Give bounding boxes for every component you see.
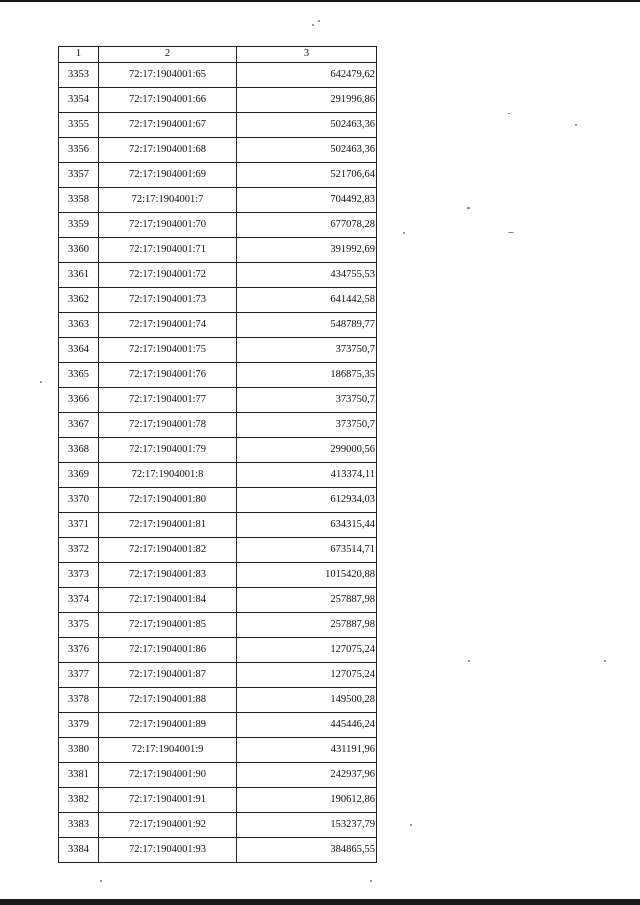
row-number: 3359: [59, 213, 99, 238]
row-number: 3384: [59, 838, 99, 863]
cadastral-value: 127075,24: [237, 638, 377, 663]
row-number: 3361: [59, 263, 99, 288]
scan-speck: [467, 207, 470, 209]
cadastral-number: 72:17:1904001:92: [99, 813, 237, 838]
table-row: [59, 638, 377, 663]
cadastral-number: 72:17:1904001:87: [99, 663, 237, 688]
cadastral-number: 72:17:1904001:67: [99, 113, 237, 138]
table-row: [59, 413, 377, 438]
cadastral-value: 186875,35: [237, 363, 377, 388]
cadastral-number: 72:17:1904001:70: [99, 213, 237, 238]
cadastral-value: 384865,55: [237, 838, 377, 863]
cadastral-value: 673514,71: [237, 538, 377, 563]
table-row: [59, 563, 377, 588]
table-row: [59, 263, 377, 288]
table-row: [59, 388, 377, 413]
cadastral-value: 704492,83: [237, 188, 377, 213]
row-number: 3358: [59, 188, 99, 213]
table-row: [59, 313, 377, 338]
row-number: 3377: [59, 663, 99, 688]
cadastral-value: 548789,77: [237, 313, 377, 338]
table-row: [59, 338, 377, 363]
table-row: [59, 813, 377, 838]
cadastral-value: 257887,98: [237, 613, 377, 638]
column-header-3: 3: [237, 47, 377, 63]
table-row: [59, 538, 377, 563]
cadastral-number: 72:17:1904001:81: [99, 513, 237, 538]
scan-speck: [370, 880, 372, 882]
row-number: 3376: [59, 638, 99, 663]
cadastral-value: 612934,03: [237, 488, 377, 513]
table-row: [59, 438, 377, 463]
row-number: 3355: [59, 113, 99, 138]
table-row: [59, 838, 377, 863]
table-row: [59, 688, 377, 713]
row-number: 3382: [59, 788, 99, 813]
scan-speck: [508, 113, 510, 114]
table-row: [59, 488, 377, 513]
cadastral-value: 373750,7: [237, 388, 377, 413]
row-number: 3364: [59, 338, 99, 363]
cadastral-number: 72:17:1904001:86: [99, 638, 237, 663]
cadastral-number: 72:17:1904001:85: [99, 613, 237, 638]
cadastral-value: 642479,62: [237, 63, 377, 88]
cadastral-number: 72:17:1904001:69: [99, 163, 237, 188]
table-row: [59, 738, 377, 763]
cadastral-value: 257887,98: [237, 588, 377, 613]
cadastral-value: 502463,36: [237, 138, 377, 163]
cadastral-number: 72:17:1904001:71: [99, 238, 237, 263]
cadastral-number: 72:17:1904001:82: [99, 538, 237, 563]
row-number: 3360: [59, 238, 99, 263]
cadastral-table: [58, 46, 377, 863]
scan-speck: [312, 24, 314, 26]
cadastral-number: 72:17:1904001:65: [99, 63, 237, 88]
table-row: [59, 63, 377, 88]
scan-speck: [40, 381, 42, 383]
table-row: [59, 613, 377, 638]
cadastral-number: 72:17:1904001:80: [99, 488, 237, 513]
cadastral-number: 72:17:1904001:7: [99, 188, 237, 213]
scan-speck: [100, 880, 102, 882]
cadastral-number: 72:17:1904001:78: [99, 413, 237, 438]
row-number: 3383: [59, 813, 99, 838]
cadastral-number: 72:17:1904001:9: [99, 738, 237, 763]
scan-speck: [410, 824, 412, 826]
scan-speck: [468, 660, 470, 662]
cadastral-number: 72:17:1904001:75: [99, 338, 237, 363]
table-row: [59, 238, 377, 263]
row-number: 3371: [59, 513, 99, 538]
scan-speck: [604, 660, 606, 662]
row-number: 3365: [59, 363, 99, 388]
scan-speck: [403, 232, 405, 234]
cadastral-value: 634315,44: [237, 513, 377, 538]
row-number: 3362: [59, 288, 99, 313]
cadastral-number: 72:17:1904001:79: [99, 438, 237, 463]
row-number: 3366: [59, 388, 99, 413]
table-row: [59, 88, 377, 113]
scan-speck: [318, 20, 320, 22]
cadastral-number: 72:17:1904001:66: [99, 88, 237, 113]
row-number: 3354: [59, 88, 99, 113]
table-row: [59, 663, 377, 688]
cadastral-value: 641442,58: [237, 288, 377, 313]
row-number: 3363: [59, 313, 99, 338]
cadastral-value: 190612,86: [237, 788, 377, 813]
cadastral-value: 431191,96: [237, 738, 377, 763]
scan-speck: [575, 124, 577, 126]
cadastral-value: 153237,79: [237, 813, 377, 838]
cadastral-value: 413374,11: [237, 463, 377, 488]
table-row: [59, 713, 377, 738]
row-number: 3374: [59, 588, 99, 613]
cadastral-value: 373750,7: [237, 413, 377, 438]
row-number: 3380: [59, 738, 99, 763]
cadastral-number: 72:17:1904001:84: [99, 588, 237, 613]
cadastral-number: 72:17:1904001:88: [99, 688, 237, 713]
cadastral-value: 149500,28: [237, 688, 377, 713]
cadastral-value: 391992,69: [237, 238, 377, 263]
scan-bottom-edge: [0, 899, 640, 905]
table-row: [59, 763, 377, 788]
row-number: 3375: [59, 613, 99, 638]
scan-top-edge: [0, 0, 640, 2]
table-row: [59, 363, 377, 388]
row-number: 3379: [59, 713, 99, 738]
cadastral-number: 72:17:1904001:77: [99, 388, 237, 413]
row-number: 3357: [59, 163, 99, 188]
table-row: [59, 188, 377, 213]
row-number: 3369: [59, 463, 99, 488]
table-row: [59, 213, 377, 238]
column-header-2: 2: [99, 47, 237, 63]
cadastral-value: 502463,36: [237, 113, 377, 138]
table-row: [59, 163, 377, 188]
column-header-1: 1: [59, 47, 99, 63]
table-row: [59, 113, 377, 138]
cadastral-value: 127075,24: [237, 663, 377, 688]
row-number: 3353: [59, 63, 99, 88]
cadastral-number: 72:17:1904001:76: [99, 363, 237, 388]
row-number: 3356: [59, 138, 99, 163]
table-row: [59, 138, 377, 163]
cadastral-value: 445446,24: [237, 713, 377, 738]
cadastral-number: 72:17:1904001:83: [99, 563, 237, 588]
row-number: 3378: [59, 688, 99, 713]
cadastral-value: 434755,53: [237, 263, 377, 288]
cadastral-value: 242937,96: [237, 763, 377, 788]
row-number: 3373: [59, 563, 99, 588]
cadastral-number: 72:17:1904001:90: [99, 763, 237, 788]
cadastral-value: 299000,56: [237, 438, 377, 463]
cadastral-number: 72:17:1904001:73: [99, 288, 237, 313]
cadastral-number: 72:17:1904001:72: [99, 263, 237, 288]
cadastral-number: 72:17:1904001:74: [99, 313, 237, 338]
row-number: 3368: [59, 438, 99, 463]
cadastral-number: 72:17:1904001:68: [99, 138, 237, 163]
scan-speck: [508, 232, 514, 233]
cadastral-value: 291996,86: [237, 88, 377, 113]
table-row: [59, 788, 377, 813]
row-number: 3381: [59, 763, 99, 788]
cadastral-number: 72:17:1904001:93: [99, 838, 237, 863]
row-number: 3367: [59, 413, 99, 438]
cadastral-value: 677078,28: [237, 213, 377, 238]
table-header-row: [59, 47, 377, 63]
cadastral-number: 72:17:1904001:89: [99, 713, 237, 738]
cadastral-value: 521706,64: [237, 163, 377, 188]
row-number: 3370: [59, 488, 99, 513]
cadastral-value: 373750,7: [237, 338, 377, 363]
table-row: [59, 588, 377, 613]
cadastral-value: 1015420,88: [237, 563, 377, 588]
row-number: 3372: [59, 538, 99, 563]
cadastral-number: 72:17:1904001:91: [99, 788, 237, 813]
table-row: [59, 288, 377, 313]
cadastral-number: 72:17:1904001:8: [99, 463, 237, 488]
table-row: [59, 513, 377, 538]
table-row: [59, 463, 377, 488]
